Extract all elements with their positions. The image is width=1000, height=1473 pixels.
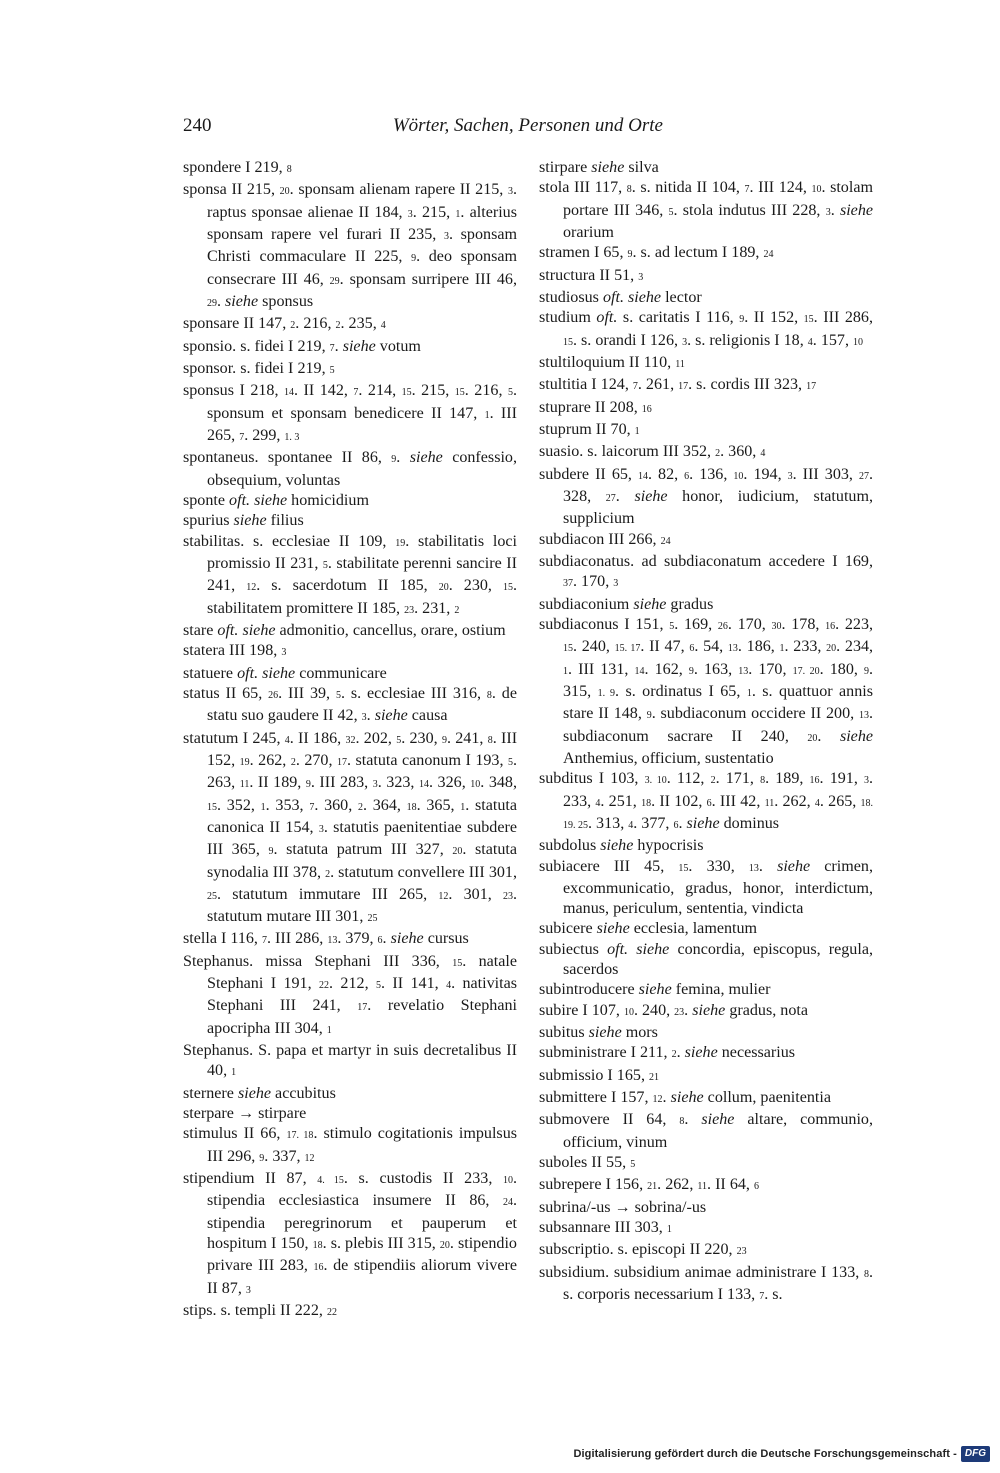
index-entry: subire I 107, 10. 240, 23. siehe gradus, nota	[539, 1001, 808, 1019]
index-entry: subiacere III 45, 15. 330, 13. siehe crimen, excommunicatio, gradus, honor, interdictum, manus, periculum, sententia, vindicta	[539, 857, 873, 918]
index-entry: subitus siehe mors	[539, 1024, 658, 1042]
index-column-left	[183, 158, 517, 1323]
index-entry: subdiaconus I 151, 5. 169, 26. 170, 30. 178, 16. 223, 15. 240, 15. 17. II 47, 6. 54, 13. 186, 1. 233, 20. 234, 1. III 131, 14. 162, 9. 163, 13. 170, 17. 20. 180, 9. 315, 1. 9. s. ordinatus I 65, 1. s. quattuor annis stare II 148, 9. subdiaconum occidere II 200, 13. subdiaconum sacrare II 240, 20. siehe Anthemius, officium, sustentatio	[539, 615, 874, 767]
index-entry: sponte oft. siehe homicidium	[183, 491, 369, 509]
index-entry: stare oft. siehe admonitio, cancellus, orare, ostium	[183, 621, 506, 639]
dfg-logo-icon: DFG	[961, 1446, 990, 1462]
index-entry: status II 65, 26. III 39, 5. s. ecclesiae III 316, 8. de statu suo gaudere II 42, 3. siehe causa	[183, 684, 517, 725]
index-entry: subrina/-us → sobrina/-us	[539, 1198, 707, 1216]
index-entry: stabilitas. s. ecclesiae II 109, 19. stabilitatis loci promissio II 231, 5. stabilitate perenni sancire II 241, 12. s. sacerdotum II 185, 20. 230, 15. stabilitatem promittere II 185, 23. 231, 2	[183, 532, 518, 617]
index-entry: stuprare II 208, 16	[539, 398, 652, 416]
index-entry: statera III 198, 3	[183, 642, 287, 660]
index-entry: spurius siehe filius	[183, 512, 304, 530]
index-entry: stola III 117, 8. s. nitida II 104, 7. III 124, 10. stolam portare III 346, 5. stola indutus III 228, 3. siehe orarium	[539, 179, 874, 241]
index-entry: suboles II 55, 5	[539, 1154, 636, 1172]
index-entry: suasio. s. laicorum III 352, 2. 360, 4	[539, 443, 766, 461]
index-entry: statuere oft. siehe communicare	[183, 664, 387, 682]
index-column-right	[539, 158, 873, 1307]
index-entry: subdolus siehe hypocrisis	[539, 837, 704, 855]
index-entry: sponsor. s. fidei I 219, 5	[183, 359, 335, 377]
index-entry: stuprum II 70, 1	[539, 420, 640, 438]
index-entry: subdere II 65, 14. 82, 6. 136, 10. 194, 3. III 303, 27. 328, 27. siehe honor, iudicium, statutum, supplicium	[539, 465, 874, 528]
index-entry: Stephanus. S. papa et martyr in suis decretalibus II 40, 1	[183, 1042, 517, 1080]
index-entry: structura II 51, 3	[539, 266, 644, 284]
index-entry: sterpare → stirpare	[183, 1105, 307, 1123]
page-header	[183, 113, 663, 143]
index-entry: sponsare II 147, 2. 216, 2. 235, 4	[183, 315, 386, 333]
footer	[573, 1443, 990, 1465]
index-entry: subdiaconatus. ad subdiaconatum accedere I 169, 37. 170, 3	[539, 552, 873, 591]
index-entry: subdiaconium siehe gradus	[539, 595, 714, 613]
index-entry: stirpare siehe silva	[539, 159, 659, 176]
index-entry: statutum I 245, 4. II 186, 32. 202, 5. 230, 9. 241, 8. III 152, 19. 262, 2. 270, 17. statuta canonum I 193, 5. 263, 11. II 189, 9. III 283, 3. 323, 14. 326, 10. 348, 15. 352, 1. 353, 7. 360, 2. 364, 18. 365, 1. statuta canonica II 154, 3. statutis paenitentiae subdere III 365, 9. statuta patrum III 327, 20. statuta synodalia III 378, 2. statutum convellere III 301, 25. statutum immutare III 265, 12. 301, 23. statutum mutare III 301, 25	[183, 729, 518, 926]
index-entry: studiosus oft. siehe lector	[539, 288, 702, 306]
footer-credit: Digitalisierung gefördert durch die Deutsche Forschungsgemeinschaft -	[573, 1448, 957, 1460]
page-number: 240	[183, 115, 212, 136]
index-entry: stips. s. templi II 222, 22	[183, 1302, 337, 1320]
index-entry: subiectus oft. siehe concordia, episcopus, regula, sacerdos	[539, 940, 873, 979]
index-entry: sponsa II 215, 20. sponsam alienam rapere II 215, 3. raptus sponsae alienae II 184, 3. 215, 1. alterius sponsam rapere vel furari II 235, 3. sponsam Christi commaculare II 225, 9. deo sponsam consecrare III 46, 29. sponsam surripere III 46, 29. siehe sponsus	[183, 181, 518, 310]
index-entry: submissio I 165, 21	[539, 1066, 659, 1084]
index-entry: subrepere I 156, 21. 262, 11. II 64, 6	[539, 1176, 759, 1194]
index-entry: subintroducere siehe femina, mulier	[539, 981, 771, 999]
index-entry: studium oft. s. caritatis I 116, 9. II 152, 15. III 286, 15. s. orandi I 126, 3. s. religionis I 18, 4. 157, 10	[539, 309, 873, 349]
index-entry: subministrare I 211, 2. siehe necessarius	[539, 1044, 796, 1062]
index-entry: stimulus II 66, 17. 18. stimulo cogitationis impulsus III 296, 9. 337, 12	[183, 1125, 518, 1165]
index-entry: subicere siehe ecclesia, lamentum	[539, 920, 758, 938]
index-entry: spontaneus. spontanee II 86, 9. siehe confessio, obsequium, voluntas	[183, 449, 517, 489]
index-entry: subscriptio. s. episcopi II 220, 23	[539, 1241, 747, 1259]
index-entry: submovere II 64, 8. siehe altare, communio, officium, vinum	[539, 1111, 873, 1151]
index-entry: subditus I 103, 3. 10. 112, 2. 171, 8. 189, 16. 191, 3. 233, 4. 251, 18. II 102, 6. III 42, 11. 262, 4. 265, 18. 19. 25. 313, 4. 377, 6. siehe dominus	[539, 770, 874, 832]
index-entry: subsannare III 303, 1	[539, 1219, 672, 1237]
index-entry: sponsio. s. fidei I 219, 7. siehe votum	[183, 337, 421, 355]
index-entry: stella I 116, 7. III 286, 13. 379, 6. siehe cursus	[183, 930, 469, 948]
index-entry: spondere I 219, 8	[183, 159, 292, 176]
index-entry: sponsus I 218, 14. II 142, 7. 214, 15. 215, 15. 216, 5. sponsum et sponsam benedicere II 147, 1. III 265, 7. 299, 1. 3	[183, 382, 518, 444]
running-title: Wörter, Sachen, Personen und Orte	[392, 115, 663, 136]
index-entry: subsidium. subsidium animae administrare I 133, 8. s. corporis necessarium I 133, 7. s.	[539, 1263, 873, 1304]
index-entry: submittere I 157, 12. siehe collum, paenitentia	[539, 1089, 832, 1107]
index-entry: sternere siehe accubitus	[183, 1084, 336, 1102]
index-entry: stramen I 65, 9. s. ad lectum I 189, 24	[539, 244, 774, 262]
index-entry: stipendium II 87, 4. 15. s. custodis II 233, 10. stipendia ecclesiastica insumere II 86, 24. stipendia peregrinorum et pauperum et hospitum I 150, 18. s. plebis III 315, 20. stipendio privare III 283, 16. de stipendiis aliorum vivere II 87, 3	[183, 1170, 518, 1297]
index-entry: stultitia I 124, 7. 261, 17. s. cordis III 323, 17	[539, 376, 817, 394]
index-entry: stultiloquium II 110, 11	[539, 353, 685, 371]
index-entry: Stephanus. missa Stephani III 336, 15. natale Stephani I 191, 22. 212, 5. II 141, 4. nativitas Stephani III 241, 17. revelatio Stephani apocripha III 304, 1	[183, 952, 518, 1037]
index-entry: subdiacon III 266, 24	[539, 530, 671, 548]
